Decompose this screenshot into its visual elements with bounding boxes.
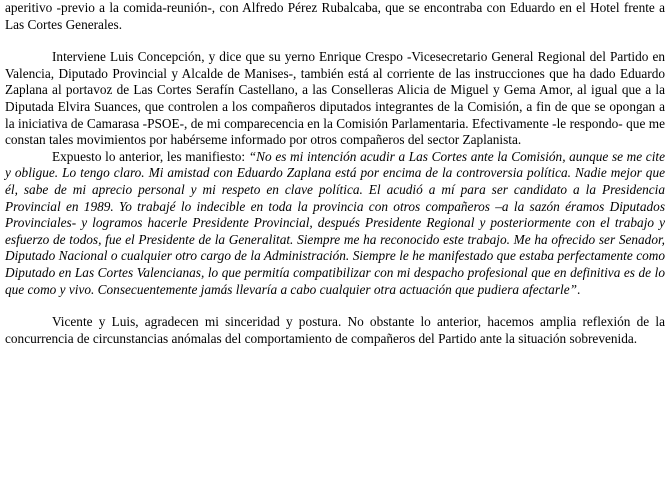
statement-tail: . [577,281,581,297]
statement-lead: Expuesto lo anterior, les manifiesto: [52,148,249,164]
paragraph-luis-concepcion: Interviene Luis Concepción, y dice que su yerno Enrique Crespo -Vicesecretario General Regional del Partido en Valencia, Diputado Provincial y Alcalde de Manises-, también está al corriente de las instrucciones que ha dado Eduardo Zaplana al portavoz de Las Cortes Serafín Castellano, a las Conselleras Alicia de Miguel y Gema Amor, al igual que a la Diputada Elvira Suances, que controlen a los compañeros diputados integrantes de la Comisión, a fin de que se opongan a la iniciativa de Camarasa -PSOE-, de mi comparecencia en la Comisión Parlamentaria. Efectivamente -le respondo- que me constan tales movimientos por habérseme informado por otros compañeros del sector Zaplanista. [5,49,665,148]
paragraph-spacer [5,298,665,314]
paragraph-statement [5,149,665,298]
paragraph-continuation: aperitivo -previo a la comida-reunión-, con Alfredo Pérez Rubalcaba, que se encontraba con Eduardo en el Hotel frente a Las Cortes Generales. [5,0,665,32]
paragraph-reflection: Vicente y Luis, agradecen mi sinceridad y postura. No obstante lo anterior, hacemos amplia reflexión de la concurrencia de circunstancias anómalas del comportamiento de compañeros del Partido ante la situación sobrevenida. [5,314,665,346]
paragraph-spacer [5,33,665,49]
statement-quote: “No es mi intención acudir a Las Cortes ante la Comisión, aunque se me cite y obligue. Lo tengo claro. Mi amistad con Eduardo Zaplana está por encima de la controversia política. Nadie mejor que él, sabe de mi aprecio personal y mi respeto en clave política. El acudió a mí para ser candidato a la Presidencia Provincial en 1989. Yo trabajé lo indecible en toda la provincia con otros compañeros –a la sazón éramos Diputados Provinciales- y logramos hacerle Presidente Provincial, después Presidente Regional y posteriormente con el trabajo y esfuerzo de todos, fue el Presidente de la Generalitat. Siempre me ha reconocido este trabajo. Me ha ofrecido ser Senador, Diputado Nacional o cualquier otro cargo de la Administración. Siempre le he manifestado que estaba perfectamente como Diputado en Las Cortes Valencianas, lo que permitía compatibilizar con mi despacho profesional que en definitiva es de lo que como y vivo. Consecuentemente jamás llevaría a cabo cualquier otra actuación que pudiera afectarle” [5,148,665,297]
document-page [5,0,665,347]
